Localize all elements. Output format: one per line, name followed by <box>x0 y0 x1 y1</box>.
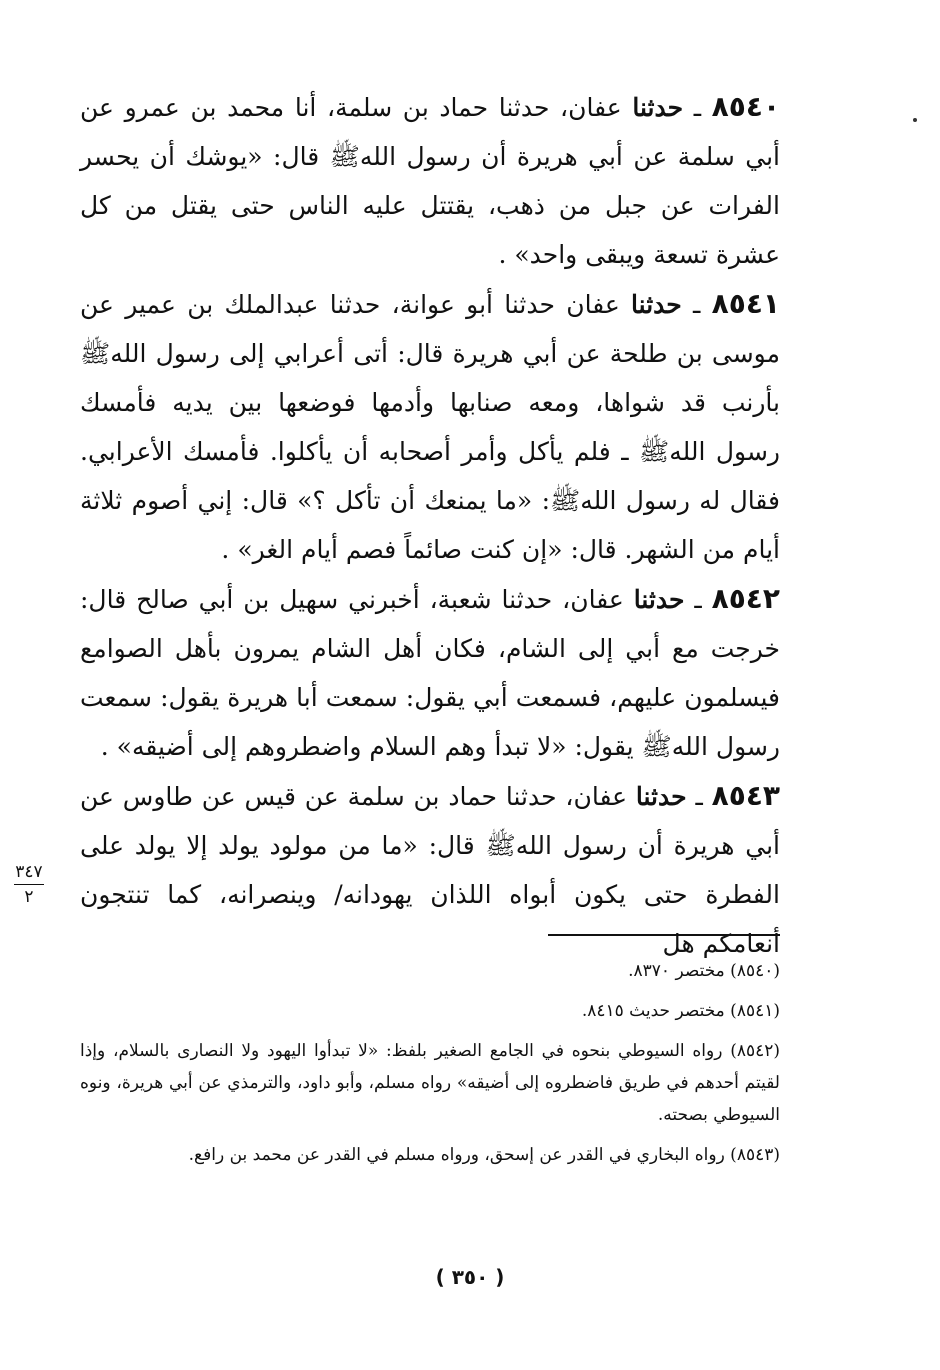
hadith-8540 <box>80 82 780 279</box>
hadith-number: ٨٥٤٠ <box>711 90 781 123</box>
main-text <box>80 82 780 968</box>
hadith-text: عفان، حدثنا شعبة، أخبرني سهيل بن أبي صالح قال: خرجت مع أبي إلى الشام، فكان أهل الشام يمرون بأهل الصوامع فيسلمون عليهم، فسمعت أبي يقول: سمعت أبا هريرة يقول: سمعت رسول اللهﷺ يقول: «لا تبدأ وهم السلام واضطروهم إلى أضيقه» . <box>80 585 780 761</box>
hadith-8543 <box>80 771 780 968</box>
footnotes <box>80 955 780 1179</box>
hadith-8541 <box>80 279 780 574</box>
hadith-8542 <box>80 574 780 771</box>
page-number: ( ٣٥٠ ) <box>435 1265 505 1289</box>
hadith-number: ٨٥٤٢ <box>711 582 780 615</box>
hadith-label: حدثنا <box>631 290 682 319</box>
hadith-label: حدثنا <box>632 93 684 122</box>
hadith-number: ٨٥٤١ <box>711 287 780 320</box>
hadith-label: حدثنا <box>635 782 687 811</box>
separator: ـ <box>693 290 701 319</box>
footnote-8540: (٨٥٤٠) مختصر ٨٣٧٠. <box>628 961 780 981</box>
margin-reference-volume: ٣٤٧ <box>15 862 43 882</box>
separator: ـ <box>693 93 702 122</box>
footnote-8542: (٨٥٤٢) رواه السيوطي بنحوه في الجامع الصغير بلفظ: «لا تبدأوا اليهود ولا النصارى بالسلام، وإذا لقيتم أحدهم في طريق فاضطروه إلى أضيقه» رواه مسلم، وأبو داود، والترمذي عن أبي هريرة، ونوه السيوطي بصحته. <box>80 1041 780 1125</box>
footnote-separator <box>548 934 780 936</box>
margin-reference-rule <box>14 884 44 885</box>
footnote-8543: (٨٥٤٣) رواه البخاري في القدر عن إسحق، ورواه مسلم في القدر عن محمد بن رافع. <box>188 1145 780 1165</box>
margin-dot <box>913 118 917 122</box>
footnote-8541: (٨٥٤١) مختصر حديث ٨٤١٥. <box>581 1001 780 1021</box>
hadith-number: ٨٥٤٣ <box>711 779 780 812</box>
hadith-text: عفان، حدثنا حماد بن سلمة، أنا محمد بن عمرو عن أبي سلمة عن أبي هريرة أن رسول اللهﷺ قال: «يوشك أن يحسر الفرات عن جبل من ذهب، يقتتل عليه الناس حتى يقتل من كل عشرة تسعة ويبقى واحد» . <box>80 93 780 269</box>
hadith-text: عفان حدثنا أبو عوانة، حدثنا عبدالملك بن عمير عن موسى بن طلحة عن أبي هريرة قال: أتى أعرابي إلى رسول اللهﷺ بأرنب قد شواها، ومعه صنابها وأدمها فوضعها بين يديه فأمسك رسول اللهﷺ ـ فلم يأكل وأمر أصحابه أن يأكلوا. فأمسك الأعرابي. فقال له رسول اللهﷺ: «ما يمنعك أن تأكل ؟» قال: إني أصوم ثلاثة أيام من الشهر. قال: «إن كنت صائماً فصم أيام الغر» . <box>80 290 780 564</box>
separator: ـ <box>695 782 703 811</box>
hadith-text: عفان، حدثنا حماد بن سلمة عن قيس عن طاوس عن أبي هريرة أن رسول اللهﷺ قال: «ما من مولود يولد إلا يولد على الفطرة حتى يكون أبواه اللذان يهودانه/ وينصرانه، كما تنتجون أنعامكم هل <box>80 782 780 958</box>
separator: ـ <box>694 585 702 614</box>
margin-reference-part: ٢ <box>24 887 34 907</box>
hadith-label: حدثنا <box>633 585 685 614</box>
margin-reference <box>10 862 48 907</box>
